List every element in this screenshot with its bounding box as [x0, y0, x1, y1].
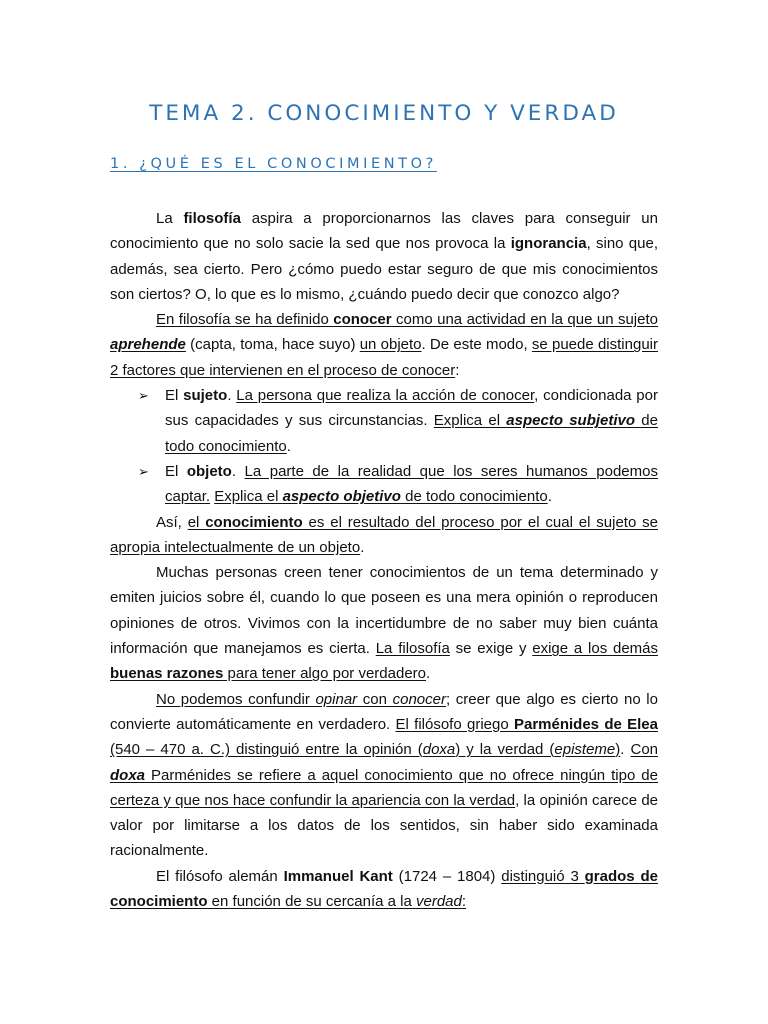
text-run: . — [426, 665, 431, 683]
term-episteme-wrap — [554, 741, 615, 758]
term-opinar: opinar — [315, 690, 358, 708]
text-run: Explica el — [214, 488, 283, 506]
term-verdad: verdad — [416, 893, 462, 911]
text-run: . Pero ¿cómo puedo estar seguro de que mis conocimientos son ciertos? O, lo que es lo mismo, ¿cuándo puedo decir que conozco algo? — [110, 260, 659, 303]
term-sujeto: sujeto — [183, 387, 228, 405]
text-run: ) — [615, 741, 621, 759]
text-run: distinguió 3 — [501, 867, 585, 885]
term-conocer-wrap — [333, 311, 391, 328]
term-filosofia: filosofía — [183, 210, 241, 227]
term-buenas-razones-wrap — [110, 665, 223, 682]
document-title: TEMA 2. CONOCIMIENTO Y VERDAD — [149, 101, 619, 126]
text-run: El — [165, 462, 187, 480]
text-run: ) y la verdad ( — [455, 741, 555, 759]
term-doxa: doxa — [422, 741, 456, 759]
text-run: como una actividad en la que un sujeto — [391, 311, 658, 329]
term-aspecto-objetivo: aspecto objetivo — [282, 488, 401, 506]
text-run: con — [357, 690, 393, 708]
term-ignorancia: ignorancia — [510, 235, 587, 253]
section-heading: 1. ¿QUÉ ES EL CONOCIMIENTO? — [110, 156, 437, 172]
term-doxa-2-wrap — [110, 767, 145, 784]
text-run: : — [455, 361, 460, 379]
paragraph-3 — [110, 510, 658, 561]
term-aspecto-subjetivo-wrap — [506, 412, 635, 429]
term-parmenides: Parménides de Elea — [513, 715, 658, 733]
text-run: (capta, toma, hace suyo) — [185, 336, 360, 354]
text-run: , la opinión carece de valor por limitarse a los datos de los sentidos, sin haber sido examinada racionalmente. — [110, 791, 658, 860]
text-run: de todo conocimiento — [400, 488, 548, 506]
text-run: . — [231, 462, 245, 480]
term-aprehende-wrap — [110, 336, 186, 353]
text-run: . — [227, 387, 237, 405]
paragraph-6 — [110, 864, 658, 915]
term-conocer: conocer — [333, 311, 392, 329]
text-run: . — [547, 488, 552, 506]
text-run: en función de su cercanía a la — [207, 893, 416, 911]
text-run: , sino que, además, sea cierto — [110, 235, 658, 278]
paragraph-5 — [110, 687, 658, 864]
text-run: La — [156, 210, 184, 227]
text-run: el — [187, 513, 206, 531]
text-run: El filósofo griego — [395, 715, 514, 733]
term-doxa-bold: doxa — [110, 766, 146, 784]
list-item-objeto — [110, 459, 658, 510]
list-item-sujeto — [110, 383, 658, 459]
text-run: . — [360, 538, 365, 556]
text-run: Explica el — [433, 412, 507, 430]
term-grados-conocimiento: grados de conocimiento — [110, 867, 658, 911]
term-aspecto-objetivo-wrap — [283, 488, 401, 505]
text-run: se puede distinguir 2 factores que intervienen en el proceso de conocer — [110, 336, 658, 379]
text-run: . De este modo, — [421, 336, 532, 354]
text-run: En filosofía se ha definido — [156, 311, 334, 329]
text-run: El filósofo alemán — [156, 867, 284, 885]
paragraph-2 — [110, 307, 658, 383]
term-parmenides-wrap — [514, 716, 658, 733]
arrow-bullet-icon: ➢ — [138, 463, 149, 479]
text-run: La filosofía — [375, 640, 450, 658]
term-verdad-wrap — [416, 893, 462, 910]
term-opinar-wrap — [315, 691, 357, 708]
text-run: se exige y — [449, 640, 533, 658]
term-aspecto-subjetivo: aspecto subjetivo — [506, 412, 636, 430]
term-objeto: objeto — [186, 462, 232, 480]
text-run: La parte de la realidad que los seres humanos podemos captar. — [165, 462, 658, 506]
text-run: para tener algo por verdadero — [223, 665, 427, 683]
term-buenas-razones: buenas razones — [110, 665, 224, 683]
text-run: aspira a proporcionarnos las claves para conseguir un conocimiento que no solo sacie la sed que nos provoca la — [110, 210, 658, 253]
text-run: Con — [630, 741, 659, 759]
text-run: Así, — [156, 513, 188, 531]
text-run: (540 – 470 a. C.) distinguió entre la opinión ( — [110, 741, 423, 759]
text-run: Parménides se refiere a aquel conocimiento que no ofrece ningún tipo de certeza y que nos hace confundir la apariencia con la verdad — [110, 766, 658, 809]
term-episteme: episteme — [554, 741, 616, 759]
arrow-bullet-icon: ➢ — [138, 388, 149, 404]
term-doxa-1-wrap — [423, 741, 456, 758]
term-aprehende: aprehende — [110, 336, 186, 354]
text-run: , condicionada por sus capacidades y sus circunstancias. — [165, 387, 658, 430]
term-conocer-2-wrap — [393, 691, 446, 708]
factor-list — [110, 383, 658, 509]
term-conocimiento: conocimiento — [205, 513, 303, 531]
text-run: El — [165, 387, 184, 405]
paragraph-4 — [110, 560, 658, 686]
text-run: de todo conocimiento — [165, 412, 658, 455]
text-run: No podemos confundir — [156, 690, 316, 708]
paragraph-1 — [110, 206, 658, 307]
term-un-objeto: un objeto — [359, 336, 422, 354]
term-conocimiento-wrap — [205, 514, 303, 531]
text-run: La persona que realiza la acción de conocer — [236, 387, 535, 405]
text-run: . — [620, 741, 631, 759]
document-body — [110, 206, 658, 914]
text-run: (1724 – 1804) — [392, 867, 502, 885]
text-run: Muchas personas creen tener conocimientos de un tema determinado y emiten juicios sobre él, cuando lo que poseen es una mera opinión o reproducen opiniones de otros. Vivimos con la incertidumbre de no saber muy bien cuánta información que manejamos es cierta. — [110, 564, 658, 658]
term-conocer-italic: conocer — [392, 690, 446, 708]
text-run: es el resultado del proceso por el cual el sujeto se apropia intelectualmente de un objeto — [110, 513, 658, 556]
text-run: ; creer que algo es cierto no lo convierte automáticamente en verdadero. — [110, 690, 658, 733]
term-kant: Immanuel Kant — [283, 867, 393, 885]
text-run: exige a los demás — [532, 640, 659, 658]
text-run: . — [286, 437, 291, 455]
text-run: : — [461, 893, 467, 911]
